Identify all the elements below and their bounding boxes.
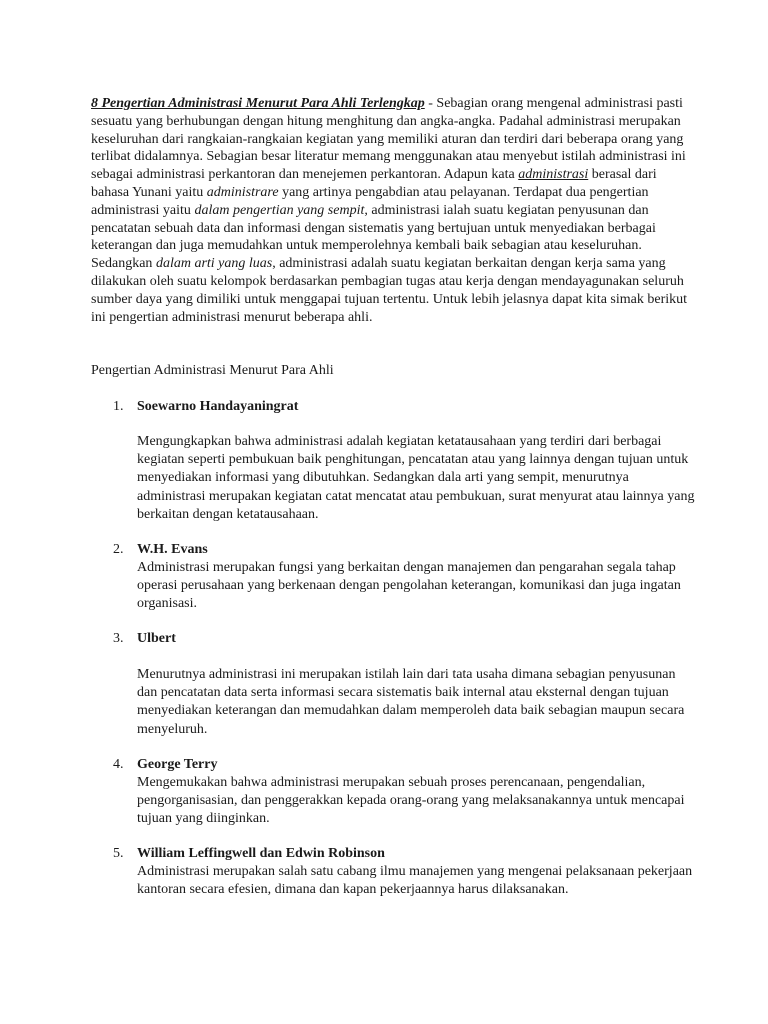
list-number: 5. (113, 846, 124, 861)
expert-name: W.H. Evans (137, 542, 208, 557)
list-number: 2. (113, 542, 124, 557)
expert-description: Menurutnya administrasi ini merupakan istilah lain dari tata usaha dimana sebagian penyusunan dan pencatatan data serta informasi secara sistematis baik internal atau eksternal dengan tujuan menyediakan keterangan dan memudahkan dalam memperoleh data baik sebagian maupun secara menyeluruh. (137, 667, 685, 737)
expert-description: Mengungkapkan bahwa administrasi adalah kegiatan ketatausahaan yang terdiri dari berbagai kegiatan seperti pembukuan baik penghitungan, pencatatan atau yang lainnya dengan tujuan untuk menyediakan informasi yang dibutuhkan. Sedangkan dala arti yang sempit, menurutnya administrasi merupakan kegiatan catat mencatat atau pembukuan, surat menyurat atau lainnya yang berkaitan dengan ketatausahaan. (137, 434, 695, 522)
administrasi-link[interactable]: administrasi (518, 167, 589, 183)
expert-description: Administrasi merupakan fungsi yang berkaitan dengan manajemen dan pengarahan segala tahap operasi perusahaan yang berkenaan dengan pengolahan keterangan, komunikasi dan juga ingatan organisasi. (137, 560, 681, 612)
expert-name: Soewarno Handayaningrat (137, 399, 299, 414)
expert-description: Administrasi merupakan salah satu cabang ilmu manajemen yang mengenai pelaksanaan pekerjaan kantoran secara efesien, dimana dan kapan pekerjaannya harus dilaksanakan. (137, 864, 693, 898)
intro-text-2: berasal dari bahasa Yunani yaitu (91, 167, 657, 200)
list-number: 3. (113, 631, 124, 646)
narrow-definition-term: dalam pengertian yang sempit (194, 202, 365, 218)
expert-description: Mengemukakan bahwa administrasi merupakan sebuah proses perencanaan, pengendalian, pengorganisasian, dan penggerakkan kepada orang-orang yang melaksanakannya untuk mencapai tujuan yang diinginkan. (137, 775, 685, 827)
intro-text-1: - Sebagian orang mengenal administrasi pasti sesuatu yang berhubungan dengan hitung menghitung dan angka-angka. Padahal administrasi merupakan keseluruhan dari rangkaian-rangkaian kegiatan yang memiliki aturan dan terdiri dari beberapa orang yang terlibat didalamnya. Sebagian besar literatur memang menggunakan atau menyebut istilah administrasi ini sebagai administrasi perkantoran dan menejemen perkantoran. Adapun kata (91, 96, 686, 183)
list-number: 4. (113, 757, 124, 772)
intro-paragraph (91, 95, 691, 326)
expert-name: Ulbert (137, 631, 176, 646)
list-number: 1. (113, 399, 124, 414)
intro-text-5: , administrasi adalah suatu kegiatan berkaitan dengan kerja sama yang dilakukan oleh suatu kelompok berdasarkan pembagian tugas atau kerja dengan mendayagunakan seluruh sumber daya yang dimiliki untuk menggapai tujuan tertentu. Untuk lebih jelasnya dapat kita simak berikut ini pengertian administrasi menurut beberapa ahli. (91, 256, 688, 325)
latin-term: administrare (206, 184, 279, 200)
section-heading: Pengertian Administrasi Menurut Para Ahli (91, 363, 334, 378)
expert-name: William Leffingwell dan Edwin Robinson (137, 846, 385, 861)
broad-definition-term: dalam arti yang luas (155, 256, 273, 272)
expert-name: George Terry (137, 757, 218, 772)
article-title-link[interactable]: 8 Pengertian Administrasi Menurut Para Ahli Terlengkap (91, 96, 425, 111)
intro-text-4: , administrasi ialah suatu kegiatan penyusunan dan pencatatan sebuah data dan informasi dengan sistematis yang bertujuan untuk menyediakan berbagai keterangan dan juga memudahkan untuk memperolehnya kembali baik sebagian atau keseluruhan. Sedangkan (91, 202, 656, 272)
intro-text-3: yang artinya pengabdian atau pelayanan. Terdapat dua pengertian administrasi yaitu (91, 184, 649, 218)
